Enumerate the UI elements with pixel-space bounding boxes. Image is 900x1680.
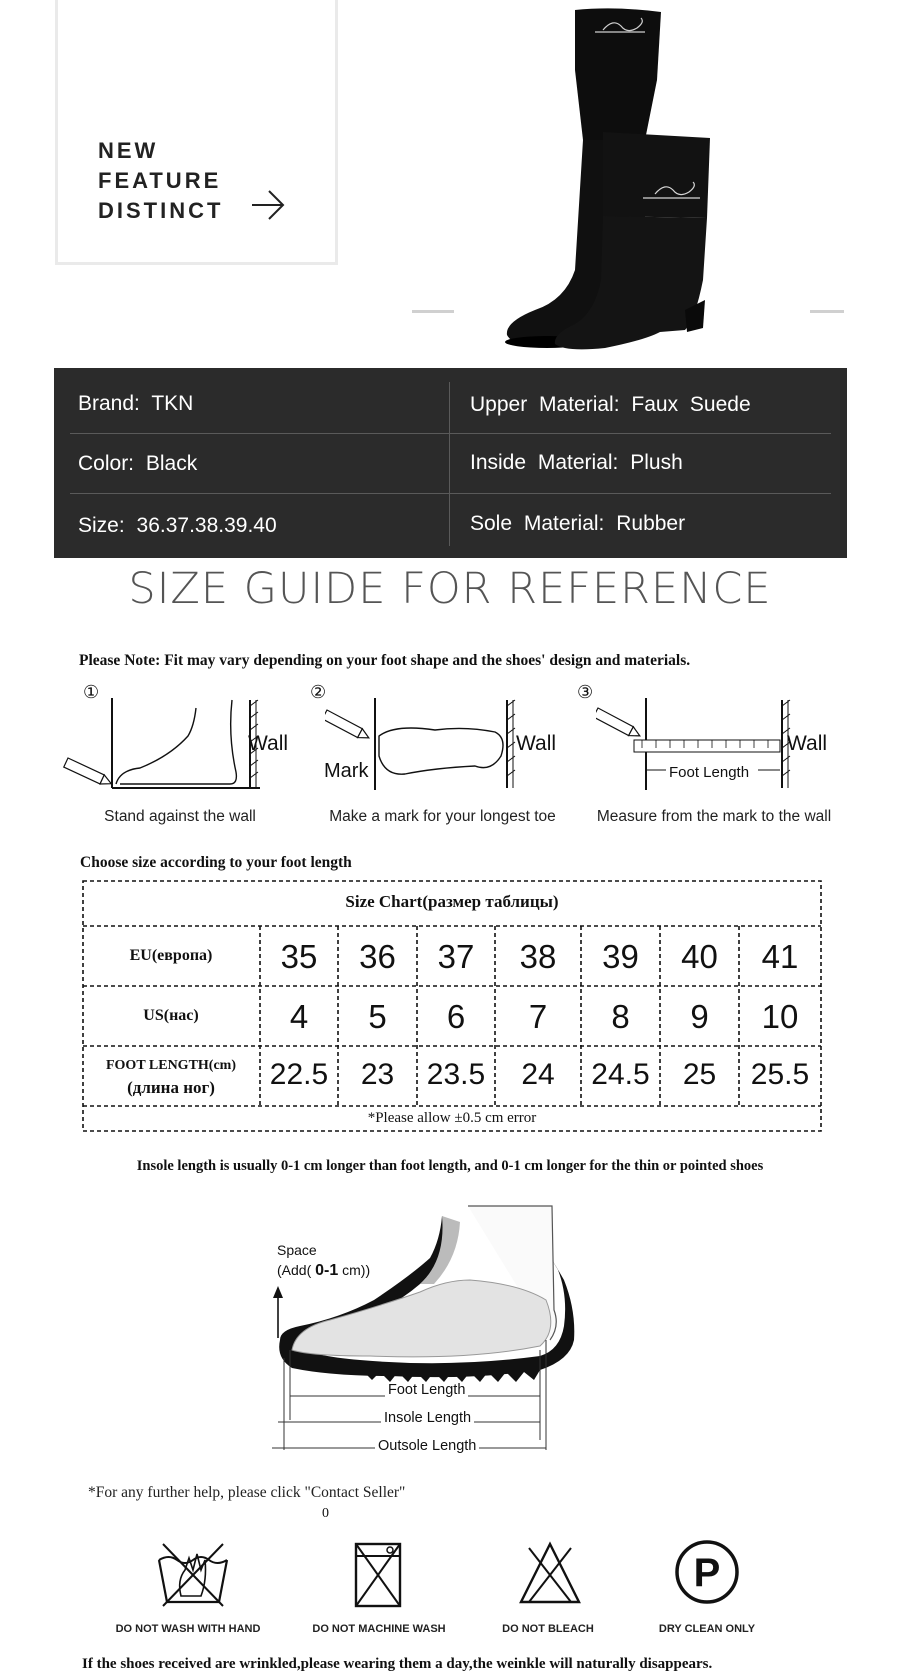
- spec-divider-1: [70, 433, 831, 434]
- eu-size-37: 37: [437, 938, 475, 975]
- step-1-illustration: [60, 696, 270, 796]
- size-chart-footer: *Please allow ±0.5 cm error: [367, 1110, 537, 1126]
- contact-seller-note[interactable]: *For any further help, please click "Contact Seller": [88, 1484, 406, 1501]
- slider-dash-right[interactable]: [810, 310, 844, 313]
- foot-length-row-label: FOOT LENGTH(cm): [105, 1058, 237, 1073]
- size-guide-title: SIZE GUIDE FOR REFERENCE: [128, 564, 772, 614]
- foot-length-24: 24: [521, 1058, 555, 1091]
- space-add-unit: cm)): [342, 1262, 371, 1278]
- care-label-no-hand-wash: DO NOT WASH WITH HAND: [115, 1623, 261, 1635]
- spec-upper-material: Upper Material: Faux Suede: [470, 393, 751, 416]
- us-size-5: 5: [368, 998, 387, 1035]
- step-2-wall-label: Wall: [516, 732, 557, 755]
- foot-length-22-5: 22.5: [269, 1058, 329, 1091]
- boots-product-image: [495, 0, 735, 355]
- feature-line-new: NEW: [98, 138, 159, 163]
- us-size-10: 10: [761, 998, 799, 1035]
- us-size-6: 6: [446, 998, 466, 1035]
- spec-table: [54, 368, 847, 558]
- foot-length-23: 23: [360, 1058, 395, 1091]
- eu-size-41: 41: [761, 938, 799, 975]
- svg-text:P: P: [693, 1551, 721, 1595]
- care-label-no-bleach: DO NOT BLEACH: [502, 1623, 594, 1635]
- spec-divider-vertical: [449, 382, 450, 546]
- spec-color: Color: Black: [78, 452, 198, 475]
- us-size-4: 4: [289, 998, 309, 1035]
- foot-length-25: 25: [682, 1058, 717, 1091]
- care-label-dry-clean-only: DRY CLEAN ONLY: [658, 1623, 756, 1635]
- foot-length-label: Foot Length: [385, 1382, 468, 1398]
- space-add-label: [277, 1262, 370, 1280]
- eu-size-39: 39: [602, 938, 639, 975]
- step-1-caption: Stand against the wall: [104, 808, 256, 825]
- foot-length-24-5: 24.5: [591, 1058, 650, 1091]
- eu-size-36: 36: [359, 938, 396, 975]
- care-label-no-machine-wash: DO NOT MACHINE WASH: [312, 1623, 446, 1635]
- step-2-number: ②: [310, 682, 327, 702]
- arrow-right-icon[interactable]: [250, 188, 286, 222]
- step-3-number: ③: [577, 682, 594, 702]
- insole-note: Insole length is usually 0-1 cm longer than foot length, and 0-1 cm longer for the thin or pointed shoes: [136, 1158, 764, 1174]
- insole-length-label: Insole Length: [381, 1410, 474, 1426]
- no-hand-wash-icon: [155, 1540, 231, 1608]
- help-zero: 0: [322, 1506, 329, 1521]
- outsole-length-label: Outsole Length: [375, 1438, 479, 1454]
- us-size-7: 7: [528, 998, 548, 1035]
- step-2-caption: Make a mark for your longest toe: [329, 808, 556, 825]
- spec-size: Size: 36.37.38.39.40: [78, 514, 277, 537]
- step-3-caption: Measure from the mark to the wall: [596, 808, 832, 825]
- spec-inside-material: Inside Material: Plush: [470, 451, 683, 474]
- space-add-prefix: (Add(: [277, 1262, 312, 1278]
- slider-dash-left[interactable]: [412, 310, 454, 313]
- us-row-label: US(нас): [143, 1007, 199, 1024]
- eu-size-38: 38: [519, 938, 557, 975]
- eu-size-40: 40: [681, 938, 718, 975]
- us-size-8: 8: [611, 998, 630, 1035]
- space-add-value: 0-1: [315, 1262, 339, 1279]
- spec-sole-material: Sole Material: Rubber: [470, 512, 686, 535]
- step-1-wall-label: Wall: [248, 732, 289, 755]
- step-3-wall-label: Wall: [787, 732, 828, 755]
- feature-text: [98, 136, 223, 226]
- size-chart-title: Size Chart(размер таблицы): [345, 892, 559, 911]
- us-size-9: 9: [690, 998, 709, 1035]
- fit-note: Please Note: Fit may vary depending on your foot shape and the shoes' design and materials.: [79, 652, 691, 669]
- spec-brand: Brand: TKN: [78, 392, 194, 415]
- no-machine-wash-icon: [352, 1540, 404, 1610]
- dry-clean-only-icon: [673, 1538, 741, 1606]
- step-3-length-label: Foot Length: [669, 764, 750, 781]
- choose-size-label: Choose size according to your foot length: [80, 854, 352, 871]
- feature-line-feature: FEATURE: [98, 168, 222, 193]
- eu-size-35: 35: [280, 938, 318, 975]
- step-2-mark-label: Mark: [324, 760, 369, 782]
- eu-row-label: EU(европа): [129, 947, 213, 964]
- space-label: Space: [277, 1242, 317, 1258]
- spec-divider-2: [70, 493, 831, 494]
- no-bleach-icon: [517, 1540, 583, 1606]
- wrinkle-note: If the shoes received are wrinkled,please wearing them a day,the weinkle will naturally disappears.: [82, 1656, 713, 1672]
- foot-length-25-5: 25.5: [750, 1058, 810, 1091]
- size-chart: [82, 880, 822, 1132]
- foot-length-row-label-ru: (длина ног): [127, 1078, 215, 1097]
- step-3-illustration: [596, 696, 796, 796]
- foot-length-23-5: 23.5: [426, 1058, 486, 1091]
- feature-line-distinct: DISTINCT: [98, 198, 224, 223]
- step-1-number: ①: [83, 682, 100, 702]
